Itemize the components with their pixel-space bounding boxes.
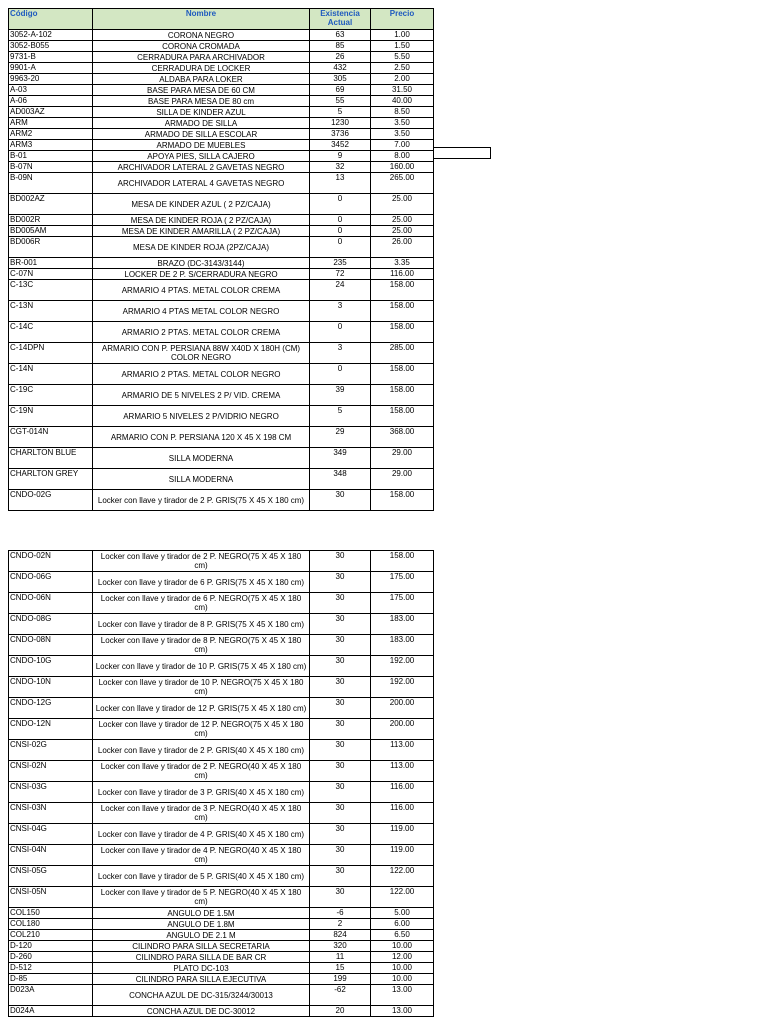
- cell-name: Locker con llave y tirador de 5 P. NEGRO(40 X 45 X 180 cm): [93, 887, 310, 908]
- table-row: [9, 74, 434, 85]
- cell-existencia: 69: [310, 85, 371, 96]
- cell-name: Locker con llave y tirador de 10 P. GRIS(75 X 45 X 180 cm): [93, 656, 310, 677]
- cell-existencia: 32: [310, 162, 371, 173]
- cell-precio: 183.00: [371, 635, 434, 656]
- cell-precio: 1.50: [371, 41, 434, 52]
- cell-name: ALDABA PARA LOKER: [93, 74, 310, 85]
- cell-existencia: -62: [310, 985, 371, 1006]
- inventory-table-bottom: [8, 550, 434, 1017]
- cell-existencia: 39: [310, 385, 371, 406]
- cell-name: ARMADO DE SILLA ESCOLAR: [93, 129, 310, 140]
- cell-code: BD005AM: [9, 226, 93, 237]
- cell-precio: 29.00: [371, 448, 434, 469]
- table-row: [9, 162, 434, 173]
- selected-cell-outline: [433, 147, 491, 159]
- table-row: [9, 85, 434, 96]
- cell-code: D-85: [9, 974, 93, 985]
- cell-code: CNDO-08N: [9, 635, 93, 656]
- table-row: [9, 845, 434, 866]
- cell-code: BD002AZ: [9, 194, 93, 215]
- cell-name: Locker con llave y tirador de 6 P. NEGRO(75 X 45 X 180 cm): [93, 593, 310, 614]
- cell-precio: 31.50: [371, 85, 434, 96]
- cell-code: 9963-20: [9, 74, 93, 85]
- cell-code: C-14C: [9, 322, 93, 343]
- cell-precio: 183.00: [371, 614, 434, 635]
- cell-name: CERRADURA PARA ARCHIVADOR: [93, 52, 310, 63]
- cell-precio: 122.00: [371, 887, 434, 908]
- cell-precio: 25.00: [371, 194, 434, 215]
- cell-precio: 200.00: [371, 719, 434, 740]
- cell-code: CNDO-06N: [9, 593, 93, 614]
- cell-existencia: 3: [310, 343, 371, 364]
- table-row: [9, 952, 434, 963]
- cell-existencia: 30: [310, 887, 371, 908]
- cell-precio: 160.00: [371, 162, 434, 173]
- table-row: [9, 803, 434, 824]
- table-row: [9, 343, 434, 364]
- table-row: [9, 427, 434, 448]
- cell-existencia: 30: [310, 490, 371, 511]
- cell-precio: 3.50: [371, 129, 434, 140]
- cell-name: MESA DE KINDER ROJA (2PZ/CAJA): [93, 237, 310, 258]
- cell-existencia: 199: [310, 974, 371, 985]
- cell-precio: 158.00: [371, 322, 434, 343]
- table-row: [9, 572, 434, 593]
- cell-name: Locker con llave y tirador de 4 P. GRIS(40 X 45 X 180 cm): [93, 824, 310, 845]
- cell-precio: 113.00: [371, 740, 434, 761]
- table-row: [9, 107, 434, 118]
- table-row: [9, 448, 434, 469]
- cell-code: 9731-B: [9, 52, 93, 63]
- table-row: [9, 96, 434, 107]
- cell-code: CNSI-04N: [9, 845, 93, 866]
- cell-existencia: 0: [310, 194, 371, 215]
- cell-code: COL210: [9, 930, 93, 941]
- cell-precio: 285.00: [371, 343, 434, 364]
- cell-precio: 25.00: [371, 215, 434, 226]
- cell-existencia: 29: [310, 427, 371, 448]
- cell-code: A-06: [9, 96, 93, 107]
- cell-name: MESA DE KINDER AZUL ( 2 PZ/CAJA): [93, 194, 310, 215]
- cell-code: D-120: [9, 941, 93, 952]
- cell-precio: 40.00: [371, 96, 434, 107]
- cell-code: D-512: [9, 963, 93, 974]
- cell-existencia: 30: [310, 824, 371, 845]
- cell-existencia: 30: [310, 551, 371, 572]
- cell-name: ARMARIO DE 5 NIVELES 2 P/ VID. CREMA: [93, 385, 310, 406]
- cell-name: ARMARIO 2 PTAS. METAL COLOR NEGRO: [93, 364, 310, 385]
- cell-code: COL180: [9, 919, 93, 930]
- table-row: [9, 614, 434, 635]
- cell-code: C-14N: [9, 364, 93, 385]
- cell-code: CNDO-06G: [9, 572, 93, 593]
- cell-name: CERRADURA DE LOCKER: [93, 63, 310, 74]
- cell-existencia: 30: [310, 845, 371, 866]
- table-row: [9, 364, 434, 385]
- cell-precio: 119.00: [371, 845, 434, 866]
- cell-name: ANGULO DE 1.8M: [93, 919, 310, 930]
- cell-precio: 8.00: [371, 151, 434, 162]
- cell-code: CGT-014N: [9, 427, 93, 448]
- table-row: [9, 237, 434, 258]
- header-name: Nombre: [93, 9, 310, 30]
- table-row: [9, 593, 434, 614]
- cell-name: CONCHA AZUL DE DC-315/3244/30013: [93, 985, 310, 1006]
- cell-existencia: 5: [310, 107, 371, 118]
- cell-precio: 13.00: [371, 1006, 434, 1017]
- table-row: [9, 269, 434, 280]
- cell-existencia: 0: [310, 322, 371, 343]
- cell-precio: 158.00: [371, 301, 434, 322]
- cell-existencia: 24: [310, 280, 371, 301]
- table-row: [9, 41, 434, 52]
- cell-code: 3052-A-102: [9, 30, 93, 41]
- table-row: [9, 118, 434, 129]
- cell-code: BD006R: [9, 237, 93, 258]
- cell-name: SILLA DE KINDER AZUL: [93, 107, 310, 118]
- table-row: [9, 129, 434, 140]
- cell-precio: 113.00: [371, 761, 434, 782]
- cell-name: BASE PARA MESA DE 60 CM: [93, 85, 310, 96]
- table-row: [9, 469, 434, 490]
- table-row: [9, 908, 434, 919]
- cell-existencia: 3452: [310, 140, 371, 151]
- cell-name: ANGULO DE 1.5M: [93, 908, 310, 919]
- header-existencia: Existencia Actual: [310, 9, 371, 30]
- cell-existencia: 30: [310, 698, 371, 719]
- cell-existencia: 30: [310, 719, 371, 740]
- cell-precio: 122.00: [371, 866, 434, 887]
- cell-existencia: 72: [310, 269, 371, 280]
- cell-code: CNSI-02N: [9, 761, 93, 782]
- table-row: [9, 919, 434, 930]
- cell-precio: 6.00: [371, 919, 434, 930]
- cell-existencia: 85: [310, 41, 371, 52]
- table-row: [9, 30, 434, 41]
- cell-name: Locker con llave y tirador de 6 P. GRIS(75 X 45 X 180 cm): [93, 572, 310, 593]
- cell-code: ARM2: [9, 129, 93, 140]
- cell-existencia: 1230: [310, 118, 371, 129]
- cell-code: CNDO-02N: [9, 551, 93, 572]
- cell-existencia: 30: [310, 656, 371, 677]
- cell-name: BRAZO (DC-3143/3144): [93, 258, 310, 269]
- cell-code: AD003AZ: [9, 107, 93, 118]
- cell-existencia: 30: [310, 782, 371, 803]
- cell-name: CILINDRO PARA SILLA DE BAR CR: [93, 952, 310, 963]
- cell-existencia: 235: [310, 258, 371, 269]
- cell-precio: 265.00: [371, 173, 434, 194]
- table-row: [9, 385, 434, 406]
- cell-name: Locker con llave y tirador de 3 P. GRIS(40 X 45 X 180 cm): [93, 782, 310, 803]
- cell-name: BASE PARA MESA DE 80 cm: [93, 96, 310, 107]
- cell-precio: 29.00: [371, 469, 434, 490]
- cell-precio: 116.00: [371, 269, 434, 280]
- cell-name: Locker con llave y tirador de 2 P. GRIS(40 X 45 X 180 cm): [93, 740, 310, 761]
- cell-existencia: 30: [310, 866, 371, 887]
- cell-code: CNSI-05G: [9, 866, 93, 887]
- cell-precio: 158.00: [371, 406, 434, 427]
- cell-code: C-13N: [9, 301, 93, 322]
- table-row: [9, 226, 434, 237]
- table-row: [9, 1006, 434, 1017]
- cell-name: ARCHIVADOR LATERAL 4 GAVETAS NEGRO: [93, 173, 310, 194]
- cell-code: CHARLTON GREY: [9, 469, 93, 490]
- cell-code: BD002R: [9, 215, 93, 226]
- cell-precio: 158.00: [371, 490, 434, 511]
- cell-code: 3052-B055: [9, 41, 93, 52]
- cell-precio: 26.00: [371, 237, 434, 258]
- cell-existencia: 348: [310, 469, 371, 490]
- cell-code: CNSI-04G: [9, 824, 93, 845]
- table-row: [9, 551, 434, 572]
- cell-name: Locker con llave y tirador de 8 P. GRIS(75 X 45 X 180 cm): [93, 614, 310, 635]
- cell-name: Locker con llave y tirador de 12 P. GRIS(75 X 45 X 180 cm): [93, 698, 310, 719]
- cell-existencia: 0: [310, 226, 371, 237]
- cell-code: D023A: [9, 985, 93, 1006]
- cell-precio: 7.00: [371, 140, 434, 151]
- cell-existencia: 432: [310, 63, 371, 74]
- cell-code: CHARLTON BLUE: [9, 448, 93, 469]
- table-row: [9, 740, 434, 761]
- table-row: [9, 930, 434, 941]
- table-row: [9, 280, 434, 301]
- cell-code: C-14DPN: [9, 343, 93, 364]
- cell-code: 9901-A: [9, 63, 93, 74]
- cell-precio: 5.50: [371, 52, 434, 63]
- cell-name: SILLA MODERNA: [93, 448, 310, 469]
- cell-code: CNDO-02G: [9, 490, 93, 511]
- cell-name: ARMADO DE SILLA: [93, 118, 310, 129]
- cell-existencia: 3736: [310, 129, 371, 140]
- table-row: [9, 52, 434, 63]
- cell-existencia: -6: [310, 908, 371, 919]
- cell-precio: 175.00: [371, 572, 434, 593]
- cell-name: Locker con llave y tirador de 5 P. GRIS(40 X 45 X 180 cm): [93, 866, 310, 887]
- cell-precio: 192.00: [371, 677, 434, 698]
- cell-name: CORONA CROMADA: [93, 41, 310, 52]
- table-row: [9, 215, 434, 226]
- table-row: [9, 698, 434, 719]
- cell-name: Locker con llave y tirador de 2 P. NEGRO(40 X 45 X 180 cm): [93, 761, 310, 782]
- cell-code: D024A: [9, 1006, 93, 1017]
- cell-code: CNDO-12G: [9, 698, 93, 719]
- cell-existencia: 0: [310, 237, 371, 258]
- cell-code: CNDO-12N: [9, 719, 93, 740]
- cell-existencia: 30: [310, 761, 371, 782]
- cell-existencia: 13: [310, 173, 371, 194]
- cell-existencia: 30: [310, 677, 371, 698]
- table-row: [9, 866, 434, 887]
- cell-existencia: 0: [310, 215, 371, 226]
- cell-code: D-260: [9, 952, 93, 963]
- cell-precio: 13.00: [371, 985, 434, 1006]
- cell-name: Locker con llave y tirador de 4 P. NEGRO(40 X 45 X 180 cm): [93, 845, 310, 866]
- inventory-table-top: [8, 8, 434, 511]
- cell-name: Locker con llave y tirador de 2 P. GRIS(75 X 45 X 180 cm): [93, 490, 310, 511]
- table-row: [9, 140, 434, 151]
- table-row: [9, 322, 434, 343]
- cell-existencia: 30: [310, 572, 371, 593]
- cell-existencia: 0: [310, 364, 371, 385]
- cell-name: CONCHA AZUL DE DC-30012: [93, 1006, 310, 1017]
- cell-code: C-19N: [9, 406, 93, 427]
- cell-existencia: 349: [310, 448, 371, 469]
- table-row: [9, 719, 434, 740]
- table-row: [9, 301, 434, 322]
- cell-name: ARMARIO 4 PTAS METAL COLOR NEGRO: [93, 301, 310, 322]
- cell-precio: 10.00: [371, 974, 434, 985]
- cell-precio: 192.00: [371, 656, 434, 677]
- cell-precio: 158.00: [371, 385, 434, 406]
- cell-name: ARCHIVADOR LATERAL 2 GAVETAS NEGRO: [93, 162, 310, 173]
- cell-code: B-07N: [9, 162, 93, 173]
- cell-name: LOCKER DE 2 P. S/CERRADURA NEGRO: [93, 269, 310, 280]
- cell-code: BR-001: [9, 258, 93, 269]
- cell-precio: 119.00: [371, 824, 434, 845]
- cell-existencia: 30: [310, 593, 371, 614]
- cell-existencia: 20: [310, 1006, 371, 1017]
- cell-code: COL150: [9, 908, 93, 919]
- cell-name: CORONA NEGRO: [93, 30, 310, 41]
- cell-existencia: 320: [310, 941, 371, 952]
- cell-code: CNSI-05N: [9, 887, 93, 908]
- cell-precio: 3.35: [371, 258, 434, 269]
- table-row: [9, 963, 434, 974]
- cell-name: MESA DE KINDER ROJA ( 2 PZ/CAJA): [93, 215, 310, 226]
- cell-precio: 3.50: [371, 118, 434, 129]
- table-row: [9, 824, 434, 845]
- cell-code: ARM3: [9, 140, 93, 151]
- cell-name: CILINDRO PARA SILLA EJECUTIVA: [93, 974, 310, 985]
- cell-name: CILINDRO PARA SILLA SECRETARIA: [93, 941, 310, 952]
- table-row: [9, 887, 434, 908]
- cell-name: ARMARIO 4 PTAS. METAL COLOR CREMA: [93, 280, 310, 301]
- cell-code: C-19C: [9, 385, 93, 406]
- cell-existencia: 30: [310, 614, 371, 635]
- cell-precio: 116.00: [371, 782, 434, 803]
- cell-existencia: 63: [310, 30, 371, 41]
- cell-precio: 368.00: [371, 427, 434, 448]
- cell-code: C-13C: [9, 280, 93, 301]
- cell-name: Locker con llave y tirador de 10 P. NEGRO(75 X 45 X 180 cm): [93, 677, 310, 698]
- cell-code: CNSI-03N: [9, 803, 93, 824]
- cell-existencia: 30: [310, 635, 371, 656]
- cell-name: ARMARIO 2 PTAS. METAL COLOR CREMA: [93, 322, 310, 343]
- cell-existencia: 9: [310, 151, 371, 162]
- cell-existencia: 55: [310, 96, 371, 107]
- cell-existencia: 30: [310, 740, 371, 761]
- cell-precio: 158.00: [371, 364, 434, 385]
- table-row: [9, 782, 434, 803]
- cell-precio: 1.00: [371, 30, 434, 41]
- cell-precio: 12.00: [371, 952, 434, 963]
- cell-code: CNDO-10G: [9, 656, 93, 677]
- cell-name: ANGULO DE 2.1 M: [93, 930, 310, 941]
- cell-name: PLATO DC-103: [93, 963, 310, 974]
- cell-precio: 200.00: [371, 698, 434, 719]
- cell-existencia: 26: [310, 52, 371, 63]
- cell-name: ARMADO DE MUEBLES: [93, 140, 310, 151]
- cell-code: B-09N: [9, 173, 93, 194]
- table-row: [9, 974, 434, 985]
- cell-precio: 2.50: [371, 63, 434, 74]
- cell-code: B-01: [9, 151, 93, 162]
- table-row: [9, 173, 434, 194]
- table-row: [9, 406, 434, 427]
- cell-precio: 8.50: [371, 107, 434, 118]
- cell-name: APOYA PIES, SILLA CAJERO: [93, 151, 310, 162]
- cell-precio: 158.00: [371, 280, 434, 301]
- table-row: [9, 490, 434, 511]
- cell-name: Locker con llave y tirador de 2 P. NEGRO(75 X 45 X 180 cm): [93, 551, 310, 572]
- cell-name: ARMARIO 5 NIVELES 2 P/VIDRIO NEGRO: [93, 406, 310, 427]
- cell-existencia: 3: [310, 301, 371, 322]
- cell-precio: 10.00: [371, 941, 434, 952]
- header-code: Código: [9, 9, 93, 30]
- cell-existencia: 5: [310, 406, 371, 427]
- cell-code: CNDO-08G: [9, 614, 93, 635]
- table-row: [9, 677, 434, 698]
- table-row: [9, 761, 434, 782]
- cell-name: Locker con llave y tirador de 8 P. NEGRO(75 X 45 X 180 cm): [93, 635, 310, 656]
- cell-existencia: 30: [310, 803, 371, 824]
- table-row: [9, 635, 434, 656]
- table-row: [9, 656, 434, 677]
- table-row: [9, 151, 434, 162]
- cell-existencia: 11: [310, 952, 371, 963]
- cell-existencia: 824: [310, 930, 371, 941]
- cell-code: CNSI-02G: [9, 740, 93, 761]
- table-row: [9, 63, 434, 74]
- cell-code: ARM: [9, 118, 93, 129]
- cell-name: MESA DE KINDER AMARILLA ( 2 PZ/CAJA): [93, 226, 310, 237]
- cell-existencia: 2: [310, 919, 371, 930]
- cell-code: C-07N: [9, 269, 93, 280]
- cell-code: CNSI-03G: [9, 782, 93, 803]
- cell-existencia: 15: [310, 963, 371, 974]
- table-row: [9, 194, 434, 215]
- cell-precio: 6.50: [371, 930, 434, 941]
- cell-precio: 2.00: [371, 74, 434, 85]
- cell-name: Locker con llave y tirador de 3 P. NEGRO(40 X 45 X 180 cm): [93, 803, 310, 824]
- cell-precio: 10.00: [371, 963, 434, 974]
- cell-precio: 25.00: [371, 226, 434, 237]
- cell-name: SILLA MODERNA: [93, 469, 310, 490]
- cell-precio: 5.00: [371, 908, 434, 919]
- cell-existencia: 305: [310, 74, 371, 85]
- table-row: [9, 941, 434, 952]
- cell-name: Locker con llave y tirador de 12 P. NEGRO(75 X 45 X 180 cm): [93, 719, 310, 740]
- table-row: [9, 985, 434, 1006]
- cell-precio: 158.00: [371, 551, 434, 572]
- cell-precio: 175.00: [371, 593, 434, 614]
- header-precio: Precio: [371, 9, 434, 30]
- cell-precio: 116.00: [371, 803, 434, 824]
- cell-code: CNDO-10N: [9, 677, 93, 698]
- table-row: [9, 258, 434, 269]
- cell-name: ARMARIO CON P. PERSIANA 120 X 45 X 198 CM: [93, 427, 310, 448]
- cell-code: A-03: [9, 85, 93, 96]
- header-row: [9, 9, 434, 30]
- cell-name: ARMARIO CON P. PERSIANA 88W X40D X 180H (CM) COLOR NEGRO: [93, 343, 310, 364]
